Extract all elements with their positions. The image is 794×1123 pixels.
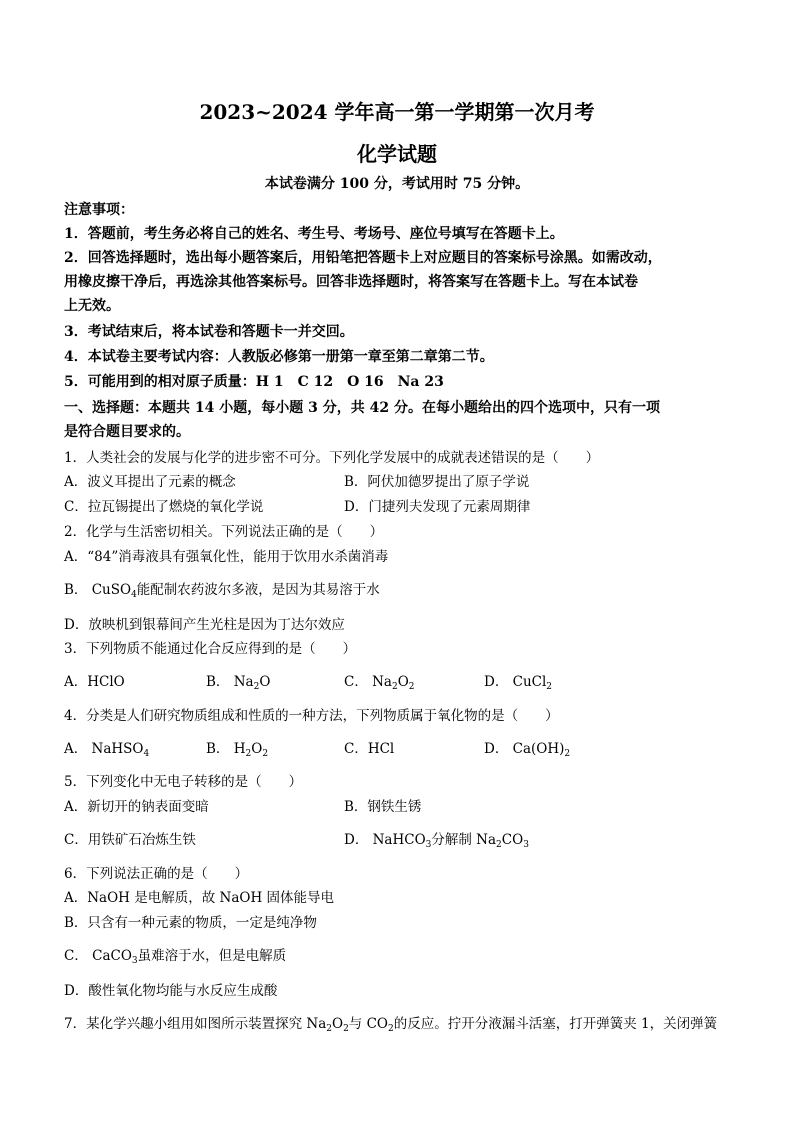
question-7-text: 7．某化学兴趣小组用如图所示装置探究 Na [64, 1016, 327, 1032]
note-item: 上无效。 [64, 298, 120, 314]
question-2-stem: 2．化学与生活密切相关。下列说法正确的是（ ） [64, 524, 384, 540]
subscript: 3 [425, 840, 432, 850]
option-a: A．HClO [64, 674, 125, 690]
subscript: 2 [262, 749, 269, 759]
question-7-text-cont: O [331, 1016, 344, 1032]
option-c [344, 670, 415, 699]
option-a: A．“84”消毒液具有强氧化性，能用于饮用水杀菌消毒 [64, 549, 389, 565]
question-3-stem: 3．下列物质不能通过化合反应得到的是（ ） [64, 641, 357, 657]
option-a: A．新切开的钠表面变暗 [64, 799, 209, 815]
option-c [64, 944, 734, 973]
option-b: B．钢铁生锈 [344, 799, 422, 815]
subscript: 2 [388, 1024, 394, 1034]
option-d: D．酸性氧化物均能与水反应生成酸 [64, 983, 278, 999]
question-7-text-cont: 与 CO [348, 1016, 388, 1032]
question-6-stem: 6．下列说法正确的是（ ） [64, 866, 249, 882]
option-c: C．拉瓦锡提出了燃烧的氧化学说 [64, 499, 264, 515]
section-heading-cont: 是符合题目要求的。 [64, 424, 190, 440]
subscript: 2 [253, 682, 260, 692]
option-c-text: C． CaCO [64, 948, 132, 964]
option-b-text: B． CuSO [64, 582, 132, 598]
question-5-options-row1 [64, 795, 734, 819]
question-7-stem [64, 1012, 734, 1041]
option-b-text-cont: O [251, 741, 263, 757]
subscript: 2 [391, 682, 398, 692]
option-d [484, 670, 552, 699]
note-item: 1．答题前，考生务必将自己的姓名、考生号、考场号、座位号填写在答题卡上。 [64, 226, 564, 242]
option-d [484, 737, 570, 766]
option-b [64, 578, 734, 607]
question-4-options [64, 737, 734, 766]
page-title: 2023~2024 学年高一第一学期第一次月考 [199, 100, 595, 124]
option-d-text: D． NaHCO [344, 832, 426, 848]
option-b-text-cont: O [259, 674, 271, 690]
option-d: D．放映机到银幕间产生光柱是因为丁达尔效应 [64, 617, 345, 633]
subscript: 2 [564, 749, 571, 759]
subscript: 3 [131, 956, 138, 966]
question-5-options-row2 [64, 828, 734, 852]
subscript: 2 [496, 840, 502, 850]
option-d-text: D． Ca(OH) [484, 741, 565, 757]
subscript: 2 [343, 1024, 349, 1034]
option-b-text: B． H [206, 741, 246, 757]
option-a [64, 741, 149, 757]
option-c-text: C． Na [344, 674, 392, 690]
subscript: 2 [326, 1024, 332, 1034]
question-1-options-row2 [64, 495, 734, 519]
notes-heading: 注意事项： [64, 202, 134, 218]
exam-meta: 本试卷满分 100 分，考试用时 75 分钟。 [264, 176, 530, 192]
option-c-text-cont: O [397, 674, 409, 690]
option-c: C．HCl [344, 741, 395, 757]
question-7-text-cont: 的反应。拧开分液漏斗活塞，打开弹簧夹 1，关闭弹簧 [393, 1016, 718, 1032]
option-d: D．门捷列夫发现了元素周期律 [344, 499, 531, 515]
option-b [206, 737, 268, 766]
subscript: 2 [408, 682, 415, 692]
note-item: 4．本试卷主要考试内容：人教版必修第一册第一章至第二章第二节。 [64, 349, 494, 365]
option-b-text: B． Na [206, 674, 254, 690]
question-1-stem: 1．人类社会的发展与化学的进步密不可分。下列化学发展中的成就表述错误的是（ ） [64, 450, 600, 466]
question-1-options-row1 [64, 470, 734, 494]
option-d-text-cont: 分解制 Na [431, 832, 497, 848]
option-a-text: A． NaHSO [64, 741, 144, 757]
option-b-text-cont: 能配制农药波尔多液，是因为其易溶于水 [136, 582, 380, 598]
question-5-stem: 5．下列变化中无电子转移的是（ ） [64, 774, 303, 790]
option-d-text: D． CuCl [484, 674, 547, 690]
note-item: 2．回答选择题时，选出每小题答案后，用铅笔把答题卡上对应题目的答案标号涂黑。如需改动， [64, 250, 662, 266]
option-a: A．NaOH 是电解质，故 NaOH 固体能导电 [64, 890, 335, 906]
subscript: 2 [546, 682, 553, 692]
subscript: 3 [523, 840, 529, 850]
option-c-text-cont: 虽难溶于水，但是电解质 [137, 948, 287, 964]
subscript: 2 [245, 749, 252, 759]
option-b: B．只含有一种元素的物质，一定是纯净物 [64, 915, 317, 931]
section-heading: 一、选择题：本题共 14 小题，每小题 3 分，共 42 分。在每小题给出的四个选项中，只有一项 [64, 400, 660, 416]
option-c: C．用铁矿石冶炼生铁 [64, 832, 196, 848]
option-b: B．阿伏加德罗提出了原子学说 [344, 474, 530, 490]
note-item: 5．可能用到的相对原子质量：H 1 C 12 O 16 Na 23 [64, 374, 444, 390]
question-3-options [64, 670, 734, 694]
note-item: 用橡皮擦干净后，再选涂其他答案标号。回答非选择题时，将答案写在答题卡上。写在本试卷 [64, 274, 638, 290]
question-4-stem: 4．分类是人们研究物质组成和性质的一种方法，下列物质属于氧化物的是（ ） [64, 708, 559, 724]
note-item: 3．考试结束后，将本试卷和答题卡一并交回。 [64, 324, 354, 340]
option-d-text-cont: CO [501, 832, 524, 848]
subject-title: 化学试题 [357, 142, 437, 166]
option-d [344, 828, 529, 857]
subscript: 4 [143, 749, 150, 759]
option-a: A．波义耳提出了元素的概念 [64, 474, 236, 490]
subscript: 4 [131, 590, 137, 600]
option-b [206, 670, 270, 699]
